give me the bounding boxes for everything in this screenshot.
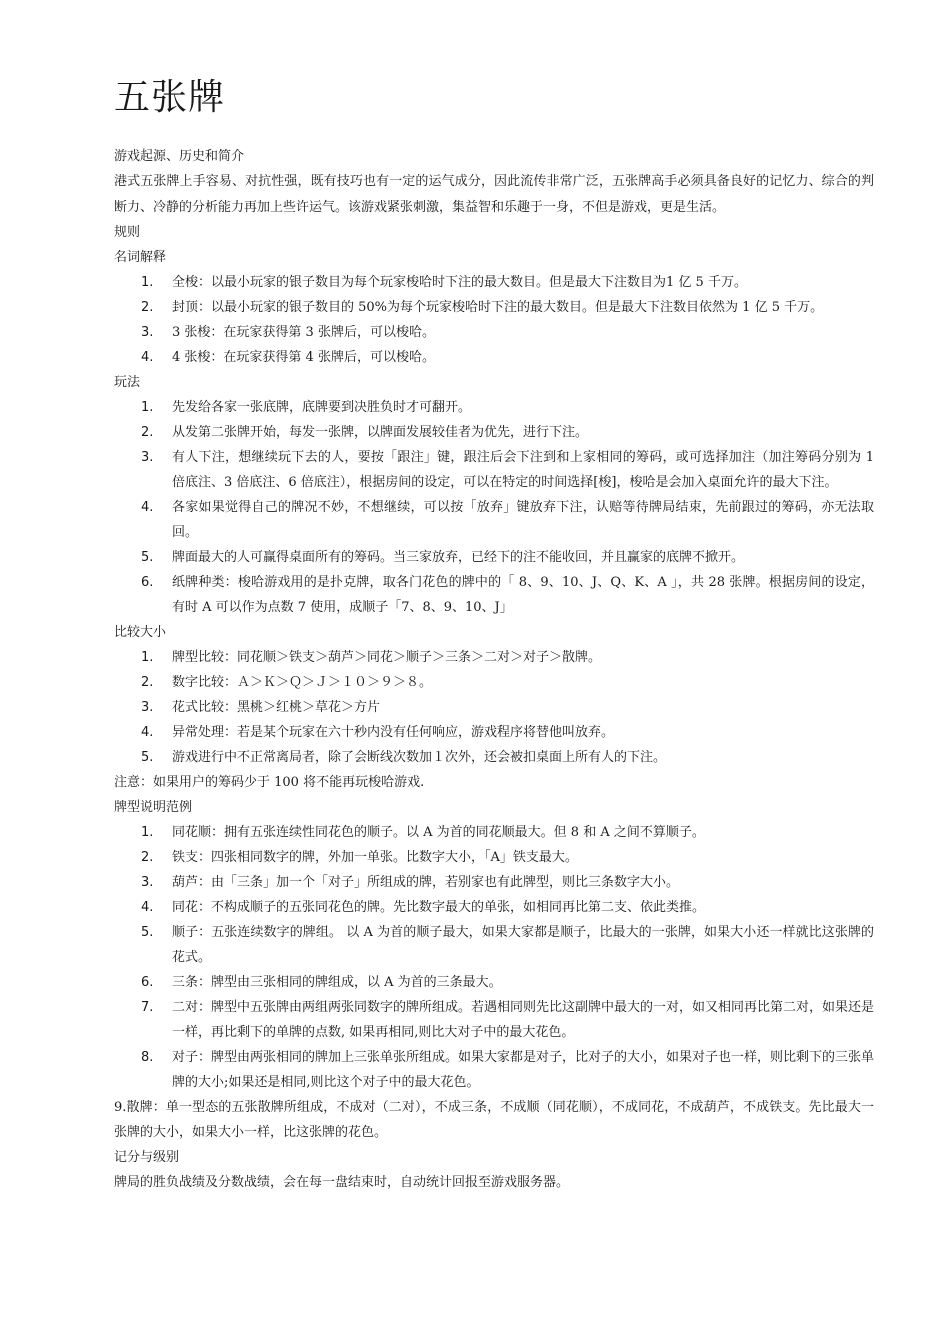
list-text: 异常处理：若是某个玩家在六十秒内没有任何响应，游戏程序将替他叫放弃。 (172, 725, 615, 740)
list-item (114, 1045, 874, 1095)
list-text: 牌面最大的人可赢得桌面所有的筹码。当三家放弃，已经下的注不能收回，并且赢家的底牌不掀开。 (172, 550, 745, 565)
list-number: 3. (141, 325, 154, 340)
compare-list (114, 645, 874, 770)
list-text: 三条：牌型由三张相同的牌组成，以 A 为首的三条最大。 (172, 975, 502, 990)
section-heading-score: 记分与级别 (114, 1150, 180, 1165)
section-heading-origin: 游戏起源、历史和简介 (114, 149, 245, 164)
list-text: 牌型比较：同花顺＞铁支＞葫芦＞同花＞顺子＞三条＞二对＞对子＞散牌。 (172, 650, 602, 665)
list-number: 7. (141, 1000, 154, 1015)
list-item (114, 820, 874, 845)
list-number: 2. (141, 425, 154, 440)
list-item (114, 420, 874, 445)
list-number: 3. (141, 450, 154, 465)
list-number: 5. (141, 550, 154, 565)
section-heading-compare: 比较大小 (114, 625, 167, 640)
section-heading-rules: 规则 (114, 225, 141, 240)
list-item (114, 670, 874, 695)
list-number: 4. (141, 725, 154, 740)
list-text: 有人下注，想继续玩下去的人，要按「跟注」键，跟注后会下注到和上家相同的筹码，或可选择加注（加注筹码分别为 1 倍底注、3 倍底注、6 倍底注），根据房间的设定，可以在特定的时间选择[梭]，梭哈是会加入桌面允许的最大下注。 (172, 450, 874, 490)
list-item (114, 320, 874, 345)
list-number: 2. (141, 675, 154, 690)
list-number: 3. (141, 700, 154, 715)
list-number: 8. (141, 1050, 154, 1065)
list-item (114, 720, 874, 745)
list-text: 从发第二张牌开始，每发一张牌，以牌面发展较佳者为优先，进行下注。 (172, 425, 589, 440)
list-number: 1. (141, 400, 154, 415)
intro-paragraph: 港式五张牌上手容易、对抗性强，既有技巧也有一定的运气成分，因此流传非常广泛，五张牌高手必须具备良好的记忆力、综合的判断力、冷静的分析能力再加上些许运气。该游戏紧张刺激，集益智和乐趣于一身，不但是游戏，更是生活。 (114, 174, 874, 215)
list-number: 1. (141, 650, 154, 665)
list-text: 同花顺：拥有五张连续性同花色的顺子。以 A 为首的同花顺最大。但 8 和 A 之间不算顺子。 (172, 825, 705, 840)
list-text: 先发给各家一张底牌，底牌要到决胜负时才可翻开。 (172, 400, 472, 415)
list-number: 1. (141, 275, 154, 290)
list-text: 同花：不构成顺子的五张同花色的牌。先比数字最大的单张，如相同再比第二支、依此类推。 (172, 900, 706, 915)
list-text: 铁支：四张相同数字的牌，外加一单张。比数字大小，「A」铁支最大。 (172, 850, 578, 865)
list-item (114, 295, 874, 320)
list-number: 3. (141, 875, 154, 890)
play-list (114, 395, 874, 620)
list-item (114, 920, 874, 970)
list-text: 4 张梭：在玩家获得第 4 张牌后，可以梭哈。 (172, 350, 435, 365)
list-item (114, 695, 874, 720)
list-number: 4. (141, 500, 154, 515)
list-number: 1. (141, 825, 154, 840)
scatter-paragraph: 9.散牌：单一型态的五张散牌所组成，不成对（二对），不成三条，不成顺（同花顺），不成同花，不成葫芦，不成铁支。先比最大一张牌的大小，如果大小一样，比这张牌的花色。 (114, 1100, 874, 1140)
list-text: 葫芦：由「三条」加一个「对子」所组成的牌，若别家也有此牌型，则比三条数字大小。 (172, 875, 680, 890)
list-number: 4. (141, 350, 154, 365)
list-item (114, 395, 874, 420)
list-text: 全梭：以最小玩家的银子数目为每个玩家梭哈时下注的最大数目。但是最大下注数目为1 亿 5 千万。 (172, 275, 747, 290)
section-heading-play: 玩法 (114, 375, 141, 390)
score-paragraph: 牌局的胜负战绩及分数战绩，会在每一盘结束时，自动统计回报至游戏服务器。 (114, 1175, 570, 1190)
list-text: 封顶：以最小玩家的银子数目的 50%为每个玩家梭哈时下注的最大数目。但是最大下注数目依然为 1 亿 5 千万。 (172, 300, 824, 315)
list-item (114, 745, 874, 770)
list-text: 对子：牌型由两张相同的牌加上三张单张所组成。如果大家都是对子，比对子的大小，如果对子也一样，则比剩下的三张单牌的大小;如果还是相同,则比这个对子中的最大花色。 (172, 1050, 875, 1090)
list-text: 数字比较：Ａ＞Ｋ＞Ｑ＞Ｊ＞１０＞９＞８。 (172, 675, 433, 690)
list-number: 5. (141, 750, 154, 765)
note-paragraph: 注意：如果用户的筹码少于 100 将不能再玩梭哈游戏. (114, 775, 425, 790)
list-text: 3 张梭：在玩家获得第 3 张牌后，可以梭哈。 (172, 325, 435, 340)
hands-list (114, 820, 874, 1095)
list-number: 6. (141, 975, 154, 990)
section-heading-hands: 牌型说明范例 (114, 800, 193, 815)
list-item (114, 445, 874, 495)
list-number: 2. (141, 850, 154, 865)
list-item (114, 845, 874, 870)
list-number: 5. (141, 925, 154, 940)
list-number: 2. (141, 300, 154, 315)
list-number: 6. (141, 575, 154, 590)
list-item (114, 495, 874, 545)
list-item (114, 870, 874, 895)
list-item (114, 970, 874, 995)
list-item (114, 270, 874, 295)
terms-list (114, 270, 874, 370)
list-text: 游戏进行中不正常离局者，除了会断线次数加１次外，还会被扣桌面上所有人的下注。 (172, 750, 667, 765)
section-heading-terms: 名词解释 (114, 250, 167, 265)
document-page (114, 76, 874, 1195)
list-text: 纸牌种类：梭哈游戏用的是扑克牌，取各门花色的牌中的「 8、9、10、J、Q、K、A 」，共 28 张牌。根据房间的设定，有时 A 可以作为点数 7 使用，成顺子「7、8、9、10、J」 (172, 575, 874, 615)
list-text: 二对：牌型中五张牌由两组两张同数字的牌所组成。若遇相同则先比这副牌中最大的一对，如又相同再比第二对，如果还是一样，再比剩下的单牌的点数, 如果再相同,则比大对子中的最大花色。 (172, 1000, 875, 1040)
list-item (114, 345, 874, 370)
list-item (114, 545, 874, 570)
list-item (114, 995, 874, 1045)
list-number: 4. (141, 900, 154, 915)
list-item (114, 570, 874, 620)
list-item (114, 645, 874, 670)
list-item (114, 895, 874, 920)
list-text: 顺子：五张连续数字的牌组。 以 A 为首的顺子最大，如果大家都是顺子，比最大的一张牌，如果大小还一样就比这张牌的花式。 (172, 925, 874, 965)
list-text: 花式比较：黑桃＞红桃＞草花＞方片 (172, 700, 381, 715)
page-title: 五张牌 (114, 77, 226, 118)
list-text: 各家如果觉得自己的牌况不妙，不想继续，可以按「放弃」键放弃下注，认赔等待牌局结束，先前跟过的筹码，亦无法取回。 (172, 500, 874, 540)
